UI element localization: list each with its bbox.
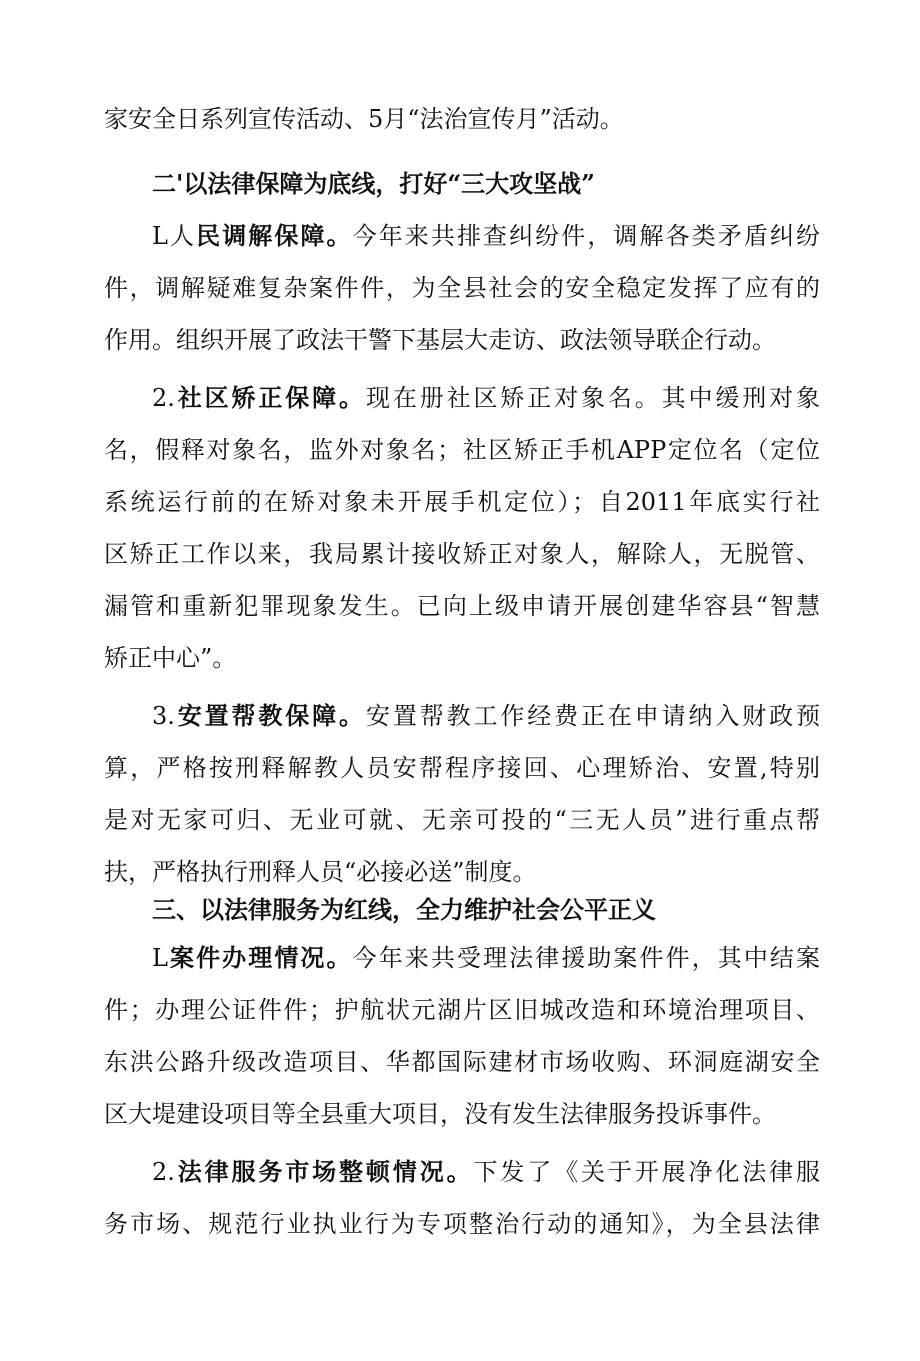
text-span: 下发了《关于开展净化法律服 [473,1158,820,1186]
paragraph-5-line-1 [152,1152,820,1192]
paragraph-2-line-4 [104,534,820,574]
paragraph-1-line-3 [104,320,820,360]
text-span: 家安全日系列宣传活动、5月“法治宣传月”活动。 [104,105,624,133]
text-span: 现在册社区矫正对象名。其中缓刑对象 [365,384,820,412]
text-span: 算，严格按刑释解教人员安帮程序接回、心理矫治、安置,特别 [104,754,820,782]
text-span: 名，假释对象名，监外对象名；社区矫正手机APP定位名（定位 [104,436,820,464]
paragraph-3-line-4 [104,852,820,892]
item-title: 案件办理情况。 [167,943,353,972]
item-number: L [152,944,168,972]
text-span: 务市场、规范行业执业行为专项整治行动的通知》，为全县法律 [104,1210,820,1238]
heading-text: 三、以法律服务为红线，全力维护社会公平正义 [152,895,656,924]
paragraph-2-line-5 [104,586,820,626]
text-span: 区矫正工作以来，我局累计接收矫正对象人，解除人，无脱管、 [104,540,820,568]
item-title: 社区矫正保障。 [174,383,366,412]
paragraph-1-line-2 [104,268,820,308]
paragraph-5-line-2 [104,1204,820,1244]
heading-text: 二'以法律保障为底线，打好“三大攻坚战” [152,169,595,198]
text-span: 东洪公路升级改造项目、华都国际建材市场收购、环洞庭湖安全 [104,1048,820,1076]
paragraph-4-line-1 [152,938,820,978]
text-span: 安置帮教工作经费正在申请纳入财政预 [365,702,820,730]
item-number: 2. [152,384,175,412]
paragraph-2-line-3 [104,482,820,522]
text-span: 件；办理公证件件；护航状元湖片区旧城改造和环境治理项目、 [104,996,820,1024]
paragraph-2-line-2 [104,430,820,470]
paragraph-4-line-4 [104,1094,820,1134]
text-span: 扶，严格执行刑释人员“必接必送”制度。 [104,858,537,886]
text-span: 今年来共受理法律援助案件件，其中结案 [352,944,821,972]
paragraph-2-line-1 [152,378,820,418]
text-span: 件，调解疑难复杂案件件，为全县社会的安全稳定发挥了应有的 [104,274,820,302]
paragraph-3-line-1 [152,696,820,736]
text-span: 区大堤建设项目等全县重大项目，没有发生法律服务投诉事件。 [104,1100,776,1128]
section-heading-3 [152,890,820,930]
text-span: 作用。组织开展了政法干警下基层大走访、政法领导联企行动。 [104,326,776,354]
paragraph-4-line-3 [104,1042,820,1082]
paragraph-4-line-2 [104,990,820,1030]
text-span: 矫正中心”。 [104,644,237,672]
item-number: L人 [152,222,197,250]
section-heading-2 [152,164,820,204]
text-line [104,99,820,139]
item-title: 法律服务市场整顿情况。 [174,1157,474,1186]
item-title: 安置帮教保障。 [174,701,366,730]
paragraph-1-line-1 [152,216,820,256]
item-title: 民调解保障。 [196,221,353,250]
item-number: 2. [152,1158,175,1186]
text-span: 是对无家可归、无业可就、无亲可投的“三无人员”进行重点帮 [104,806,820,834]
text-span: 漏管和重新犯罪现象发生。已向上级申请开展创建华容县“智慧 [104,592,820,620]
paragraph-3-line-2 [104,748,820,788]
paragraph-3-line-3 [104,800,820,840]
text-span: 系统运行前的在矫对象未开展手机定位）；自2011年底实行社 [104,488,820,516]
paragraph-2-line-6 [104,638,820,678]
text-span: 今年来共排查纠纷件，调解各类矛盾纠纷 [352,222,821,250]
item-number: 3. [152,702,175,730]
